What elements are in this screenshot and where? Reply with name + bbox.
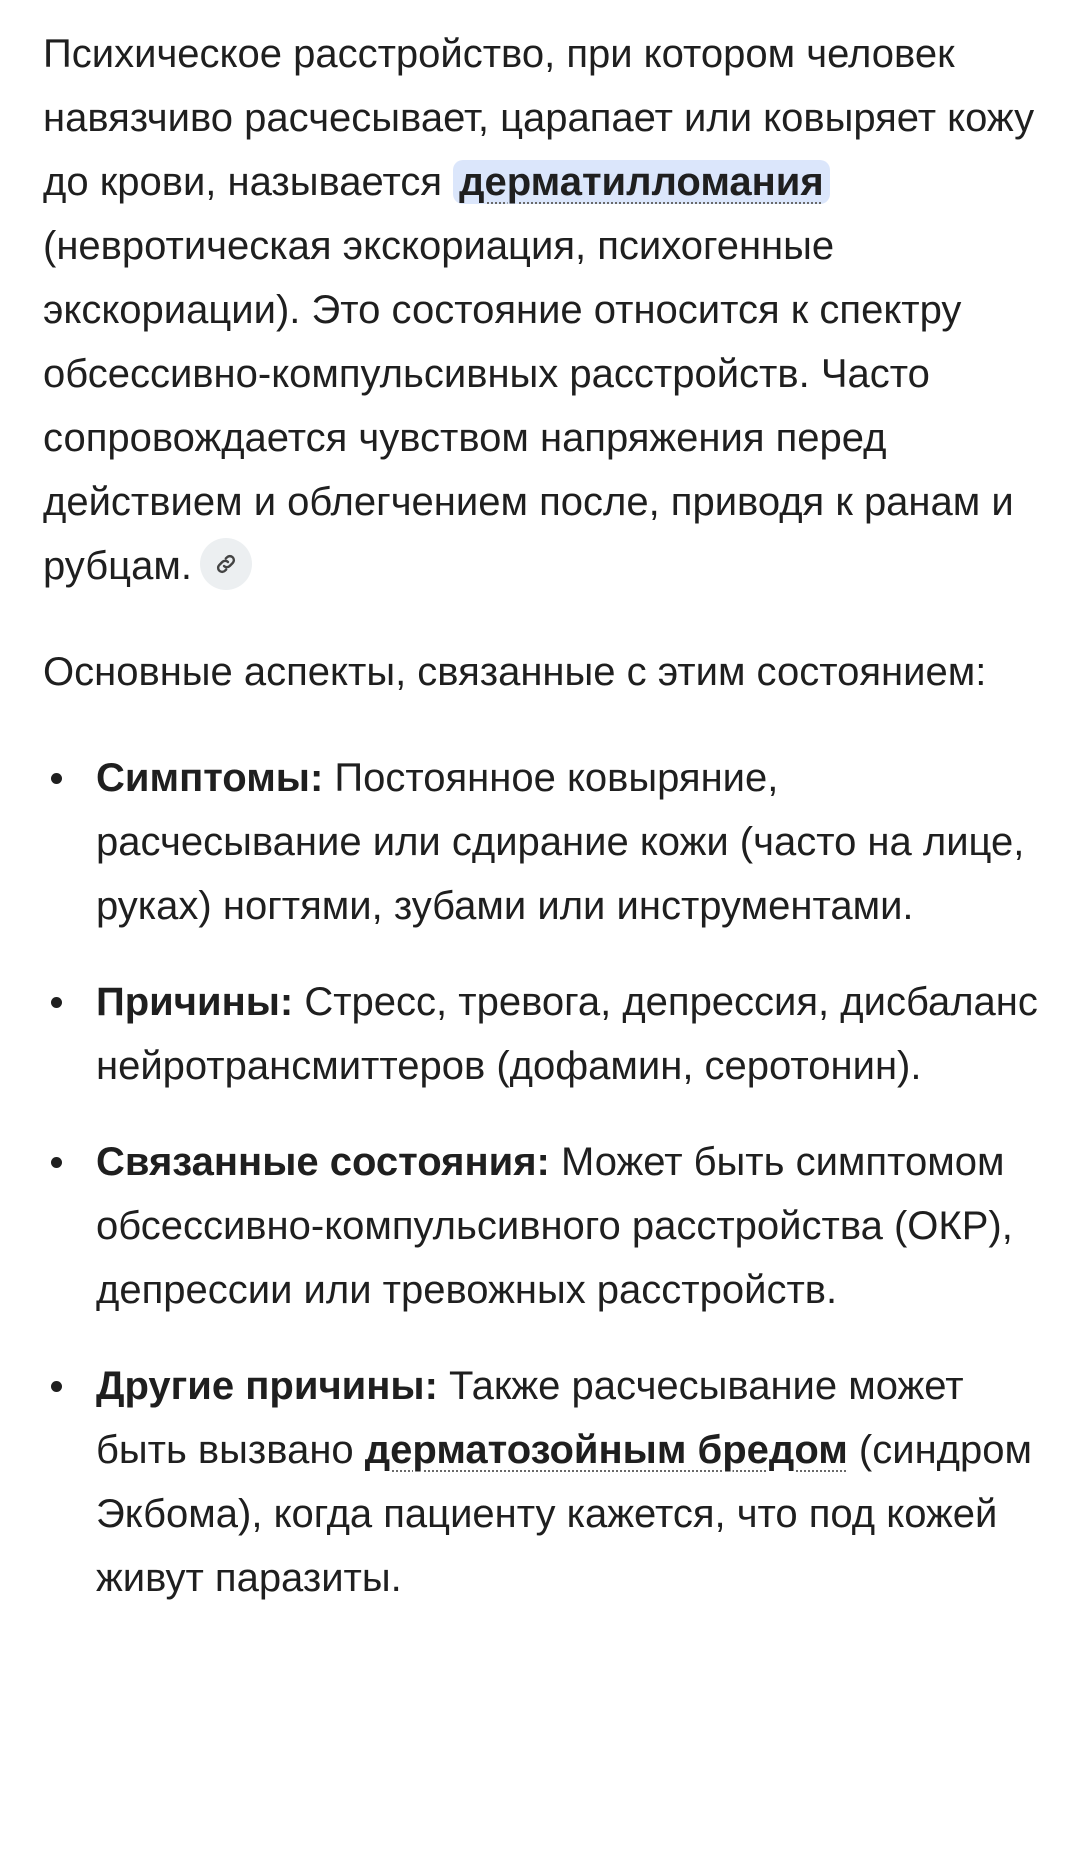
source-link-button[interactable] <box>200 538 252 590</box>
aspect-text: Стресс, тревога, депрессия, дисбаланс нейротрансмиттеров (дофамин, серотонин). <box>96 980 1038 1088</box>
aspect-label: Причины: <box>96 980 294 1024</box>
aspects-heading: Основные аспекты, связанные с этим состоянием: <box>43 650 987 694</box>
bullet-icon <box>51 1381 62 1392</box>
link-icon <box>214 552 238 576</box>
aspect-text-after: (синдром Экбома), когда пациенту кажется, что под кожей живут паразиты. <box>96 1428 1033 1600</box>
bullet-icon <box>51 997 62 1008</box>
intro-paragraph <box>43 22 1046 598</box>
intro-text-after: (невротическая экскориация, психогенные экскориации). Это состояние относится к спектру обсессивно-компульсивных расстройств. Часто сопровождается чувством напряжения перед действием и облегчением после, приводя к ранам и рубцам. <box>43 224 1014 588</box>
aspect-label: Симптомы: <box>96 756 324 800</box>
bullet-icon <box>51 773 62 784</box>
intro-text-before: Психическое расстройство, при котором человек навязчиво расчесывает, царапает или ковыряет кожу до крови, называется <box>43 32 1035 204</box>
aspect-text: Постоянное ковыряние, расчесывание или сдирание кожи (часто на лице, руках) ногтями, зубами или инструментами. <box>96 756 1025 928</box>
aspect-label: Другие причины: <box>96 1364 438 1408</box>
list-item <box>43 746 1046 938</box>
aspect-label: Связанные состояния: <box>96 1140 550 1184</box>
aspects-list <box>43 746 1046 1610</box>
term-link-dermatillomania[interactable]: дерматилломания <box>453 160 830 204</box>
list-item <box>43 1130 1046 1322</box>
bullet-icon <box>51 1157 62 1168</box>
aspect-text-before: Также расчесывание может быть вызвано <box>96 1364 964 1472</box>
list-item <box>43 1354 1046 1610</box>
term-link-dermatozoic-delusion[interactable]: дерматозойным бредом <box>364 1428 848 1472</box>
list-item <box>43 970 1046 1098</box>
aspect-text: Может быть симптомом обсессивно-компульсивного расстройства (ОКР), депрессии или тревожных расстройств. <box>96 1140 1013 1312</box>
